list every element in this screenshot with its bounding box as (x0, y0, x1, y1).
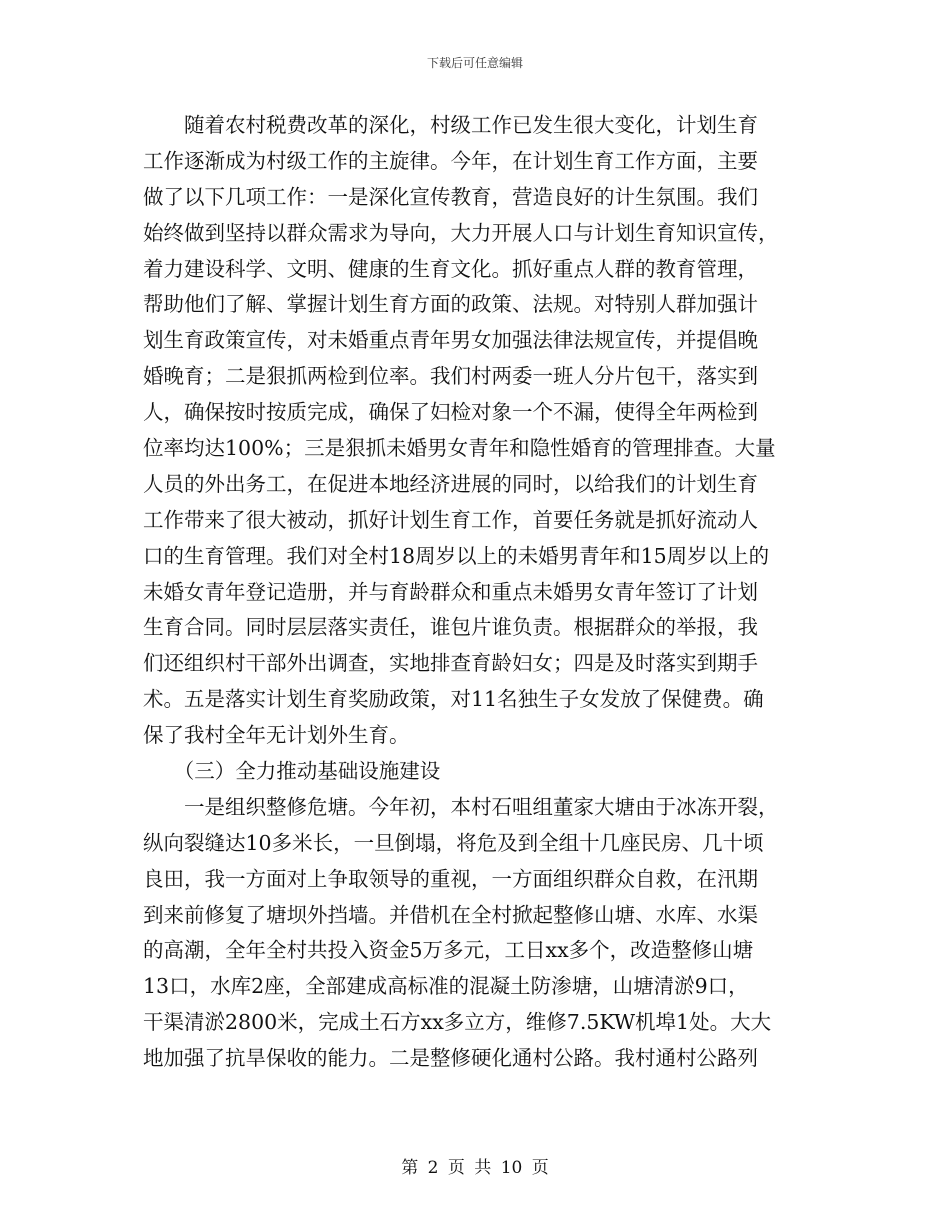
text-line: 划生育政策宣传，对未婚重点青年男女加强法律法规宣传，并提倡晚 (143, 328, 758, 353)
text-line: 随着农村税费改革的深化，村级工作已发生很大变化，计划生育 (143, 113, 758, 137)
text-line: 始终做到坚持以群众需求为导向，大力开展人口与计划生育知识宣传， (143, 220, 779, 245)
text-line: 地加强了抗旱保收的能力。二是整修硬化通村公路。我村通村公路列 (143, 1046, 758, 1071)
text-line: 保了我村全年无计划外生育。 (143, 723, 410, 748)
text-line: 们还组织村干部外出调查，实地排查育龄妇女；四是及时落实到期手 (143, 651, 758, 676)
text-line: 到来前修复了塘坝外挡墙。并借机在全村掀起整修山塘、水库、水渠 (143, 902, 758, 927)
text-line: 婚晚育；二是狠抓两检到位率。我们村两委一班人分片包干，落实到 (143, 364, 758, 389)
text-line: 一是组织整修危塘。今年初，本村石咀组董家大塘由于冰冻开裂， (143, 794, 779, 819)
text-line: 口的生育管理。我们对全村18周岁以上的未婚男青年和15周岁以上的 (143, 543, 770, 568)
text-line: 位率均达100%；三是狠抓未婚男女青年和隐性婚育的管理排查。大量 (143, 436, 776, 461)
text-line: 帮助他们了解、掌握计划生育方面的政策、法规。对特别人群加强计 (143, 292, 758, 317)
document-body (143, 108, 813, 1077)
text-line: 做了以下几项工作：一是深化宣传教育，营造良好的计生氛围。我们 (143, 184, 758, 209)
text-line: 的高潮，全年全村共投入资金5万多元，工日xx多个，改造整修山塘 (143, 938, 754, 963)
text-line: 人员的外出务工，在促进本地经济进展的同时，以给我们的计划生育 (143, 471, 758, 496)
page-number-footer: 第 2 页 共 10 页 (401, 1158, 549, 1178)
text-line: 工作带来了很大被动，抓好计划生育工作，首要任务就是抓好流动人 (143, 507, 758, 532)
text-line: 术。五是落实计划生育奖励政策，对11名独生子女发放了保健费。确 (143, 687, 764, 712)
text-line: 工作逐渐成为村级工作的主旋律。今年，在计划生育工作方面，主要 (143, 148, 758, 173)
section-heading: （三）全力推动基础设施建设 (143, 759, 441, 784)
text-line: 良田，我一方面对上争取领导的重视，一方面组织群众自救，在汛期 (143, 866, 758, 891)
text-line: 纵向裂缝达10多米长，一旦倒塌，将危及到全组十几座民房、几十顷 (143, 830, 764, 855)
text-line: 干渠清淤2800米，完成土石方xx多立方，维修7.5KW机埠1处。大大 (143, 1010, 772, 1035)
text-line: 着力建设科学、文明、健康的生育文化。抓好重点人群的教育管理， (143, 256, 758, 281)
text-line: 13口，水库2座，全部建成高标准的混凝土防渗塘，山塘清淤9口， (143, 974, 749, 999)
page-header: 下载后可任意编辑 (426, 56, 523, 70)
text-line: 未婚女青年登记造册，并与育龄群众和重点未婚男女青年签订了计划 (143, 579, 758, 604)
text-line: 人，确保按时按质完成，确保了妇检对象一个不漏，使得全年两检到 (143, 400, 758, 425)
text-line: 生育合同。同时层层落实责任，谁包片谁负责。根据群众的举报，我 (143, 615, 758, 640)
